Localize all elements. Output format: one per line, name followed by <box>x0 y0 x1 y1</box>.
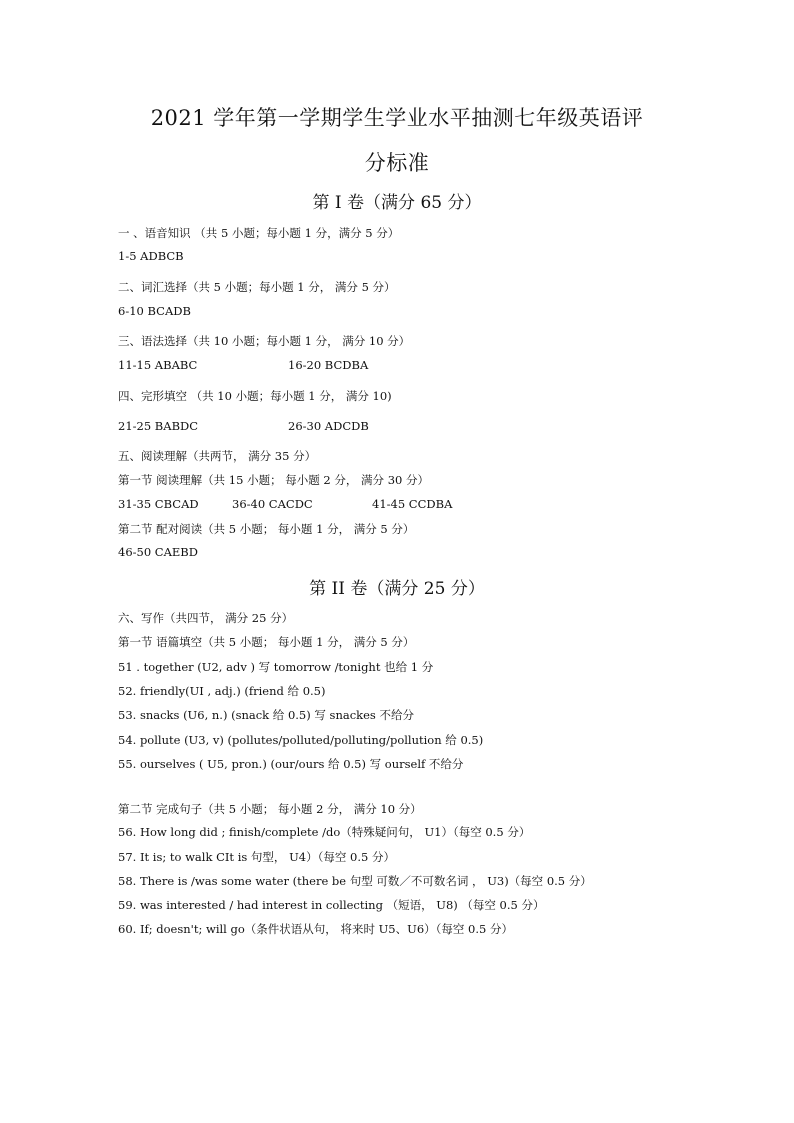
reading-part1-header: 第一节 阅读理解（共 15 小题； 每小题 2 分， 满分 30 分） <box>118 473 429 487</box>
section4-answers-b: 26-30 ADCDB <box>288 419 369 433</box>
writing-item-51: 51 . together (U2, adv ) 写 tomorrow /tonight 也给 1 分 <box>118 660 434 674</box>
writing-item-55: 55. ourselves ( U5, pron.) (our/ours 给 0.5) 写 ourself 不给分 <box>118 757 464 771</box>
writing-item-59: 59. was interested / had interest in collecting （短语， U8) （每空 0.5 分） <box>118 898 545 912</box>
writing-item-56: 56. How long did ; finish/complete /do（特殊疑问句， U1）（每空 0.5 分） <box>118 825 531 839</box>
document-title-line2: 分标准 <box>364 151 430 175</box>
reading-header: 五、阅读理解（共两节， 满分 35 分） <box>118 449 317 463</box>
writing-item-54: 54. pollute (U3, v) (pollutes/polluted/polluting/pollution 给 0.5) <box>118 733 484 747</box>
volume1-heading: 第 I 卷（满分 65 分） <box>312 193 482 213</box>
writing-item-60: 60. If; doesn't; will go（条件状语从句， 将来时 U5、U6）（每空 0.5 分） <box>118 922 513 936</box>
writing-item-58: 58. There is /was some water (there be 句型 可数／不可数名词 ， U3)（每空 0.5 分） <box>118 874 592 888</box>
reading-part2-answers: 46-50 CAEBD <box>118 545 198 559</box>
section2-answers: 6-10 BCADB <box>118 304 191 318</box>
section2-header: 二、词汇选择（共 5 小题；每小题 1 分， 满分 5 分） <box>118 280 396 294</box>
section3-header: 三、语法选择（共 10 小题；每小题 1 分， 满分 10 分） <box>118 334 411 348</box>
writing-part1-header: 第一节 语篇填空（共 5 小题； 每小题 1 分， 满分 5 分） <box>118 635 415 649</box>
writing-item-52: 52. friendly(UI , adj.) (friend 给 0.5) <box>118 684 326 698</box>
writing-item-57: 57. It is; to walk CIt is 句型， U4）（每空 0.5 分） <box>118 850 395 864</box>
section1-answers: 1-5 ADBCB <box>118 249 184 263</box>
writing-header: 六、写作（共四节， 满分 25 分） <box>118 611 294 625</box>
section4-header: 四、完形填空 （共 10 小题；每小题 1 分， 满分 10) <box>118 389 392 403</box>
reading-part1-answers-a: 31-35 CBCAD <box>118 497 199 511</box>
writing-part2-header: 第二节 完成句子（共 5 小题； 每小题 2 分， 满分 10 分） <box>118 802 422 816</box>
section4-answers-a: 21-25 BABDC <box>118 419 199 433</box>
document-title-line1: 2021 学年第一学期学生学业水平抽测七年级英语评 <box>150 106 644 130</box>
section3-answers-b: 16-20 BCDBA <box>288 358 369 372</box>
writing-item-53: 53. snacks (U6, n.) (snack 给 0.5) 写 snackes 不给分 <box>118 708 414 722</box>
reading-part1-answers-c: 41-45 CCDBA <box>372 497 453 511</box>
reading-part1-answers-b: 36-40 CACDC <box>232 497 313 511</box>
reading-part2-header: 第二节 配对阅读（共 5 小题； 每小题 1 分， 满分 5 分） <box>118 522 415 536</box>
volume2-heading: 第 II 卷（满分 25 分） <box>309 579 485 599</box>
section3-answers-a: 11-15 ABABC <box>118 358 198 372</box>
section1-header: 一 、语音知识 （共 5 小题；每小题 1 分，满分 5 分） <box>118 226 400 240</box>
